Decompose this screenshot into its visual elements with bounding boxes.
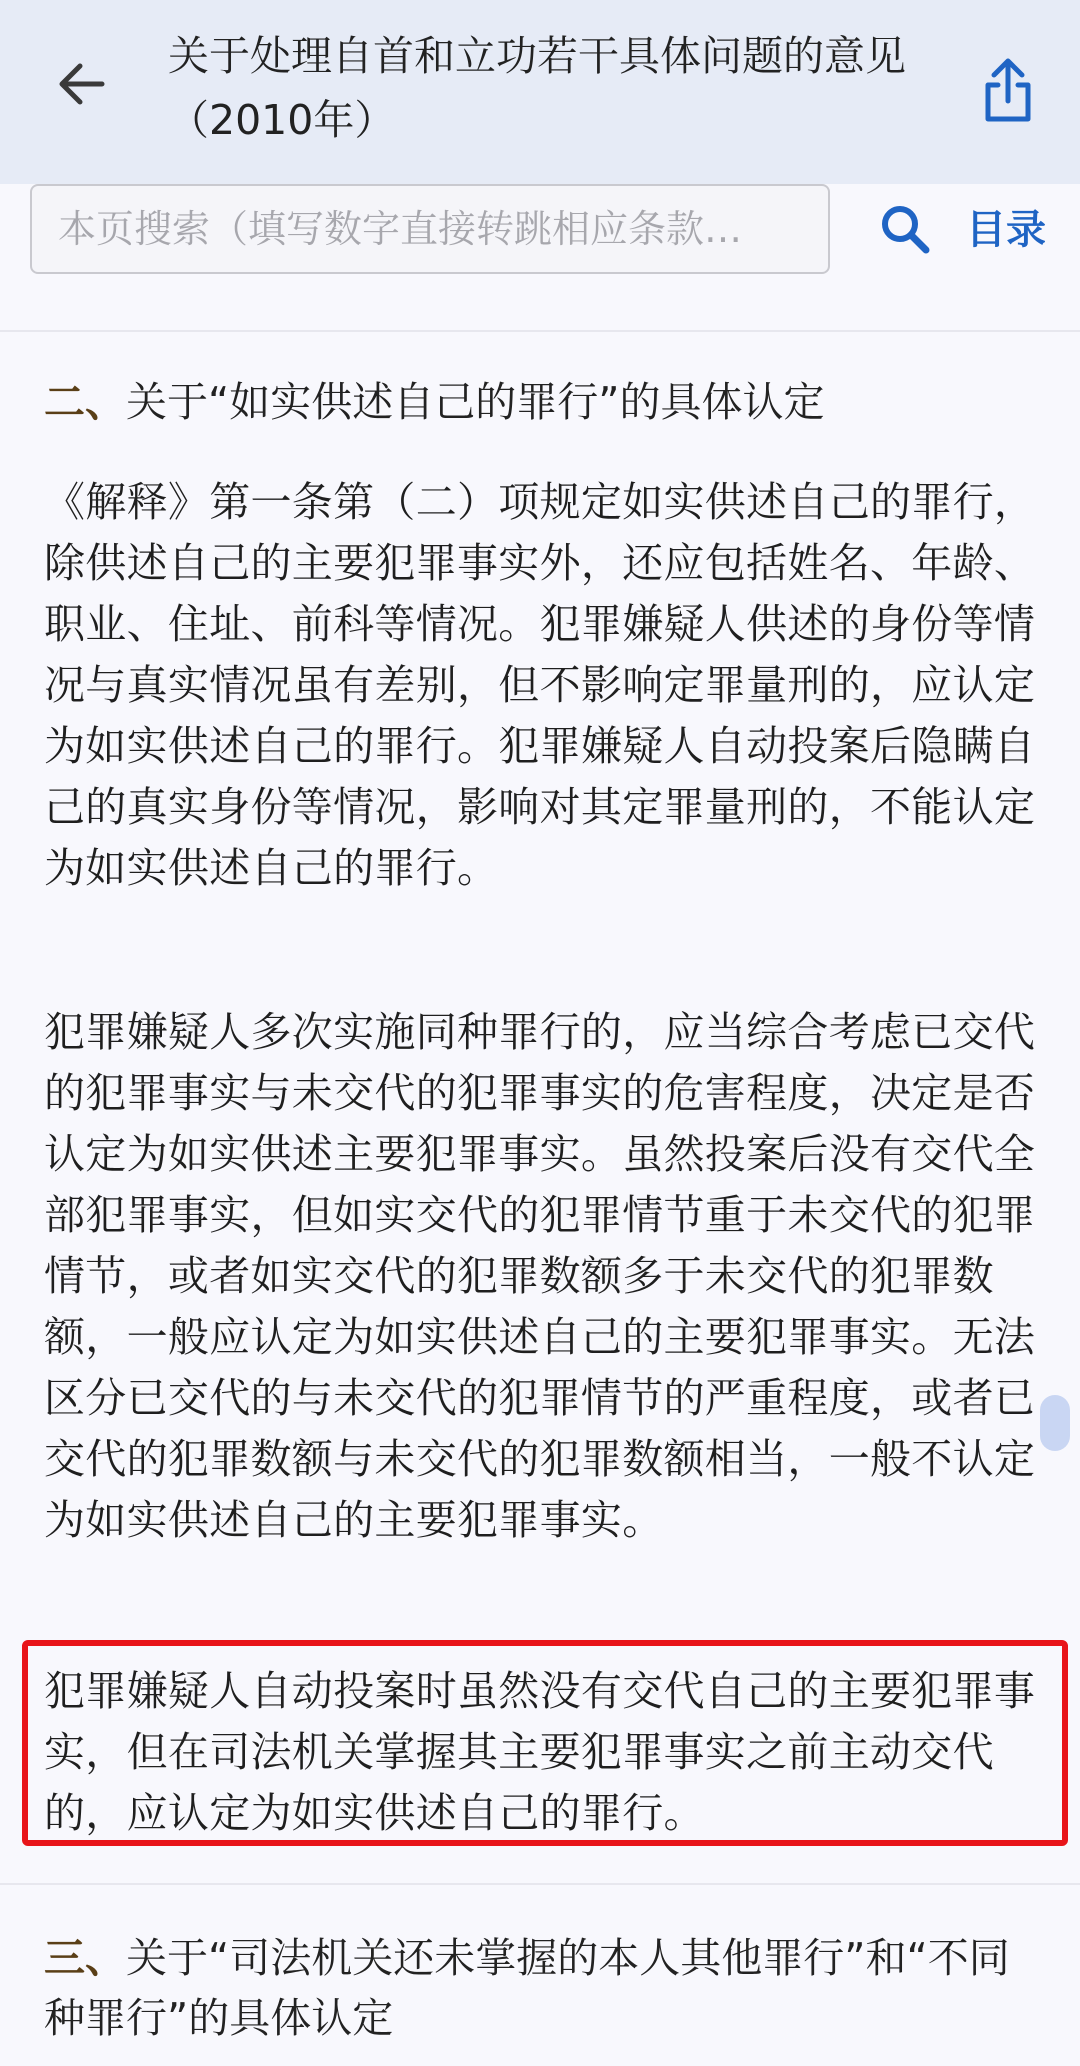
back-button[interactable] — [40, 42, 124, 126]
search-input[interactable] — [58, 207, 828, 251]
paragraph-highlighted: 犯罪嫌疑人自动投案时虽然没有交代自己的主要犯罪事实，但在司法机关掌握其主要犯罪事实之前主动交代的，应认定为如实供述自己的罪行。 — [44, 1667, 1036, 1837]
section-heading — [44, 1928, 1044, 2048]
search-icon — [878, 202, 932, 256]
section-divider — [0, 1883, 1080, 1885]
scrollbar-thumb[interactable] — [1040, 1395, 1070, 1451]
page-title: 关于处理自首和立功若干具体问题的意见（2010年） — [168, 32, 906, 144]
search-box[interactable] — [30, 184, 830, 274]
search-bar — [0, 184, 1080, 332]
toc-button[interactable]: 目录 — [966, 207, 1046, 253]
paragraph: 《解释》第一条第（二）项规定如实供述自己的罪行，除供述自己的主要犯罪事实外，还应包括姓名、年龄、职业、住址、前科等情况。犯罪嫌疑人供述的身份等情况与真实情况虽有差别，但不影响定罪量刑的，应认定为如实供述自己的罪行。犯罪嫌疑人自动投案后隐瞒自己的真实身份等情况，影响对其定罪量刑的，不能认定为如实供述自己的罪行。 — [44, 478, 1036, 892]
highlight-box — [22, 1640, 1068, 1846]
paragraph: 犯罪嫌疑人多次实施同种罪行的，应当综合考虑已交代的犯罪事实与未交代的犯罪事实的危害程度，决定是否认定为如实供述主要犯罪事实。虽然投案后没有交代全部犯罪事实，但如实交代的犯罪情节重于未交代的犯罪情节，或者如实交代的犯罪数额多于未交代的犯罪数额，一般应认定为如实供述自己的主要犯罪事实。无法区分已交代的与未交代的犯罪情节的严重程度，或者已交代的犯罪数额与未交代的犯罪数额相当，一般不认定为如实供述自己的主要犯罪事实。 — [44, 1008, 1036, 1544]
section-title: 关于“司法机关还未掌握的本人其他罪行”和“不同种罪行”的具体认定 — [44, 1934, 1010, 2042]
search-button[interactable] — [872, 196, 938, 262]
app-header — [0, 0, 1080, 184]
arrow-left-icon — [54, 56, 110, 112]
section-heading — [44, 372, 1044, 432]
section-title: 关于“如实供述自己的罪行”的具体认定 — [126, 378, 825, 426]
share-icon — [980, 55, 1036, 125]
share-button[interactable] — [968, 48, 1048, 132]
section-number: 二、 — [44, 378, 126, 426]
section-number: 三、 — [44, 1934, 126, 1982]
